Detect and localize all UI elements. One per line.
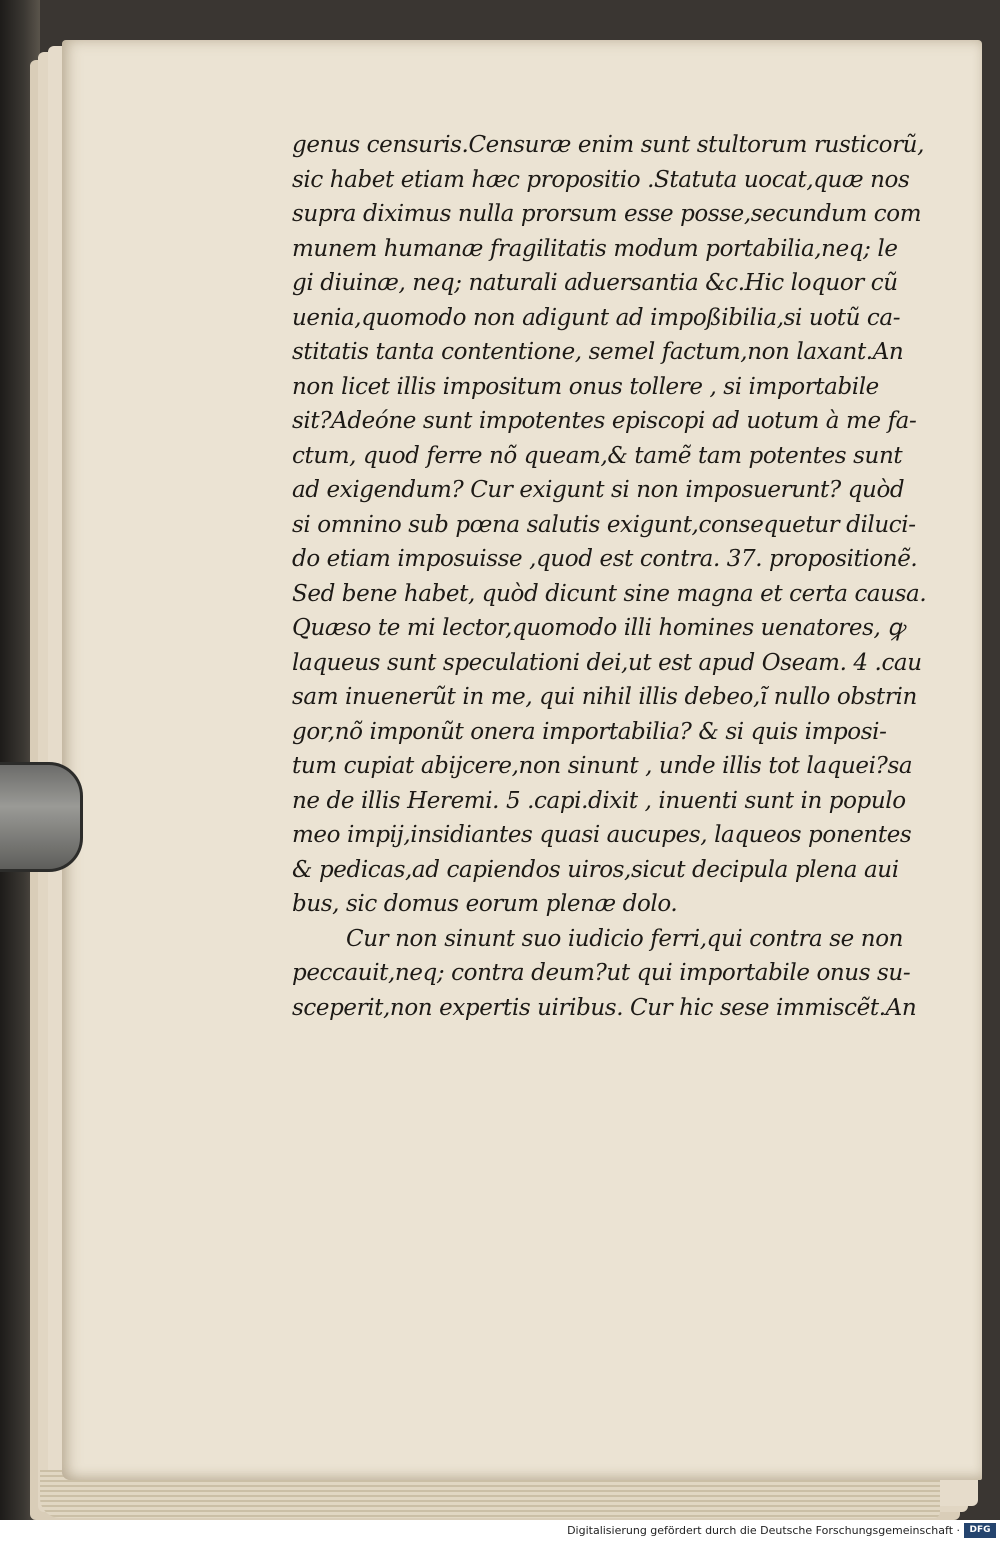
text-line: ad exigendum? Cur exigunt si non imposuerunt? quòd [292, 477, 905, 503]
text-line: Sed bene habet, quòd dicunt sine magna et certa causa. [292, 580, 927, 607]
text-line: sit?Adeóne sunt impotentes episcopi ad uotum à me fa- [292, 408, 917, 434]
page-text [292, 128, 932, 1025]
text-line: ctum, quod ferre nõ queam,& tamẽ tam potentes sunt [292, 442, 903, 469]
text-line: Cur non sinunt suo iudicio ferri,qui contra se non [346, 925, 904, 952]
text-line: si omnino sub pœna salutis exigunt,consequetur diluci- [292, 511, 916, 538]
dfg-logo: DFG [964, 1523, 996, 1538]
digitization-footer [0, 1520, 1000, 1542]
text-line: sic habet etiam hæc propositio .Statuta uocat,quæ nos [292, 166, 910, 193]
text-line: non licet illis impositum onus tollere , si importabile [292, 373, 879, 400]
text-line: uenia,quomodo non adigunt ad impoßibilia,si uotũ ca- [292, 304, 901, 331]
text-line: Quæso te mi lector,quomodo illi homines uenatores, ꝙ [292, 615, 905, 641]
text-line: gi diuinæ, neq; naturali aduersantia &c.Hic loquor cũ [292, 270, 898, 296]
text-line: gor,nõ imponũt onera importabilia? & si quis imposi- [292, 718, 887, 745]
text-line: munem humanæ fragilitatis modum portabilia,neq; le [292, 235, 898, 262]
text-line: tum cupiat abijcere,non sinunt , unde illis tot laquei?sa [292, 753, 913, 779]
footer-credit: Digitalisierung gefördert durch die Deutsche Forschungsgemeinschaft · [567, 1524, 960, 1537]
text-line: meo impij,insidiantes quasi aucupes, laqueos ponentes [292, 822, 912, 848]
book-clasp [0, 762, 83, 872]
text-line: laqueus sunt speculationi dei,ut est apud Oseam. 4 .cau [292, 649, 922, 676]
text-line: bus, sic domus eorum plenæ dolo. [292, 891, 678, 917]
text-line: genus censuris.Censuræ enim sunt stultorum rusticorũ, [292, 132, 924, 158]
text-line: do etiam imposuisse ,quod est contra. 37. propositionẽ. [292, 546, 918, 572]
text-line: & pedicas,ad capiendos uiros,sicut decipula plena aui [292, 856, 899, 883]
text-line: sam inuenerũt in me, qui nihil illis debeo,ĩ nullo obstrin [292, 684, 917, 710]
text-line: sceperit,non expertis uiribus. Cur hic sese immiscẽt.An [292, 994, 917, 1021]
text-line: ne de illis Heremi. 5 .capi.dixit , inuenti sunt in populo [292, 787, 906, 814]
text-line: supra diximus nulla prorsum esse posse,secundum com [292, 201, 922, 227]
text-line: stitatis tanta contentione, semel factum,non laxant.An [292, 339, 904, 365]
text-line: peccauit,neq; contra deum?ut qui importabile onus su- [292, 960, 911, 986]
